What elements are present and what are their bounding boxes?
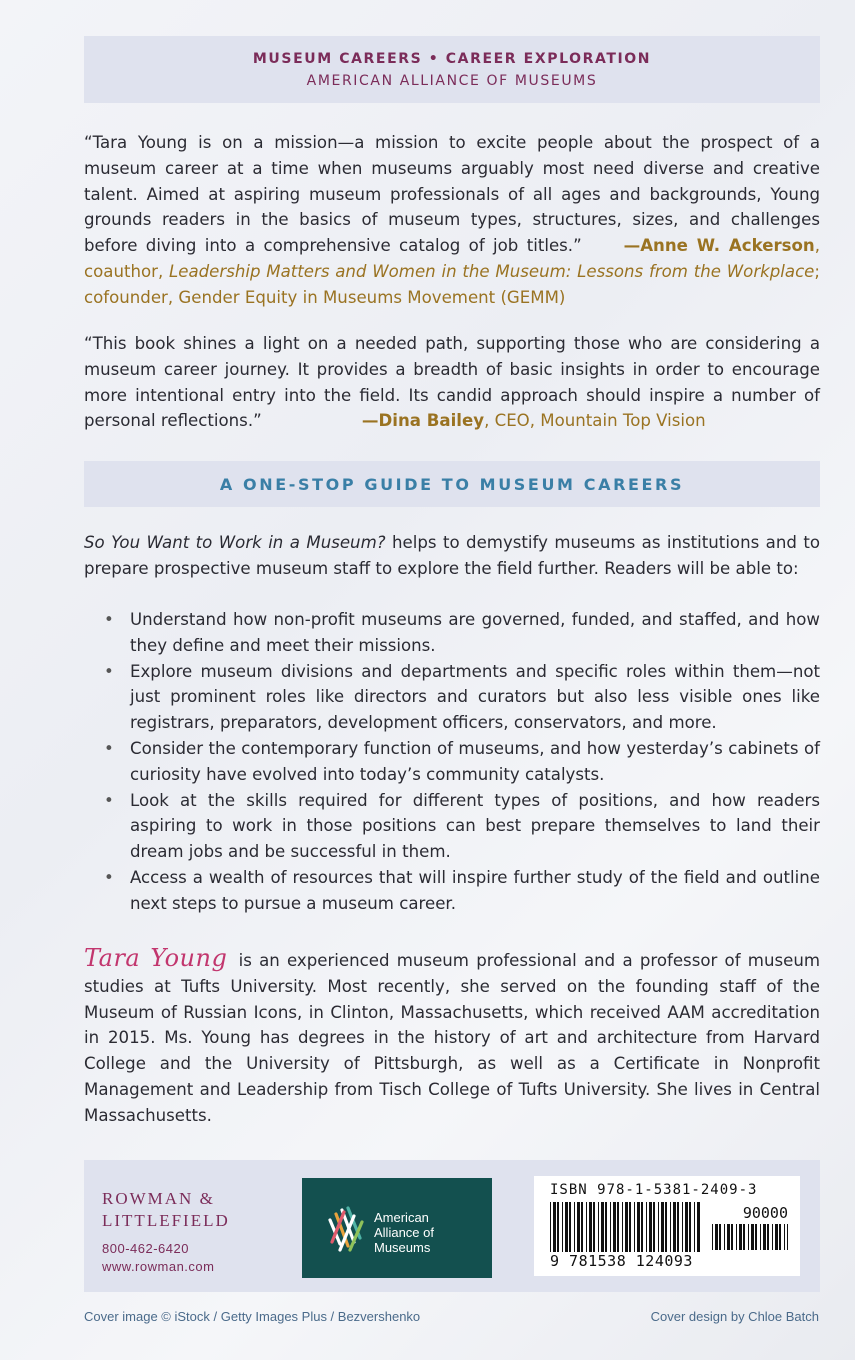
barcode-bar (553, 1202, 556, 1252)
barcode-bar (763, 1224, 766, 1250)
back-cover-footer (84, 1160, 820, 1292)
quote-1-author: —Anne W. Ackerson (623, 236, 815, 256)
barcode-bar (719, 1224, 721, 1250)
barcode-digits: 9 781538 124093 (550, 1252, 693, 1270)
barcode-bar (629, 1202, 631, 1252)
barcode-bar (577, 1202, 580, 1252)
aam-logo-icon (326, 1200, 366, 1256)
barcode-bar (694, 1202, 695, 1252)
quote-1-role-prefix: , coauthor, (84, 236, 821, 281)
barcode-bar (605, 1202, 607, 1252)
barcode-bar (641, 1202, 643, 1252)
endorsement-quote-2 (84, 331, 820, 434)
barcode-bar (739, 1224, 742, 1250)
bio-text: is an experienced museum professional and a professor of museum studies at Tufts University. Most recently, she served on the founding staff of the Museum of Russian Icons, in Clinton, Massachusetts, which received AAM accreditation in 2015. Ms. Young has degrees in the history of art and architecture from Harvard College and the University of Pittsburgh, as well as a Certificate in Nonprofit Management and Leadership from Tisch College of Tufts University. She lives in Central Massachusetts. (84, 951, 821, 1125)
barcode-bar (787, 1224, 788, 1250)
publisher-block (102, 1188, 230, 1276)
barcode-bar (751, 1224, 754, 1250)
intro-book-title: So You Want to Work in a Museum? (84, 533, 386, 552)
barcode-bar (661, 1202, 664, 1252)
barcode-bar (625, 1202, 628, 1252)
barcode-bar (712, 1224, 713, 1250)
price-code: 90000 (742, 1204, 788, 1222)
barcode-bar (593, 1202, 595, 1252)
author-signature: Tara Young (84, 944, 228, 972)
quote-2-text: “This book shines a light on a needed path, supporting those who are considering a museum career journey. It provides a breadth of basic insights in order to encourage more intentional entry into the field. Its candid approach should inspire a number of personal reflections.” (84, 334, 820, 431)
barcode-bar (550, 1202, 551, 1252)
barcode-bar (772, 1224, 773, 1250)
quote-1-role-suffix: ; cofounder, Gender Equity in Museums Movement (GEMM) (84, 261, 820, 307)
barcode-bar (653, 1202, 655, 1252)
isbn-barcode (534, 1176, 800, 1276)
barcode-bar (646, 1202, 647, 1252)
barcode-bar (784, 1224, 785, 1250)
barcode-bars (550, 1202, 700, 1252)
list-item: • Explore museum divisions and departments and specific roles within them—not just prominent roles like directors and curators but also less visible ones like registrars, preparators, development officers, conservators, and more. (104, 661, 820, 733)
author-bio (84, 946, 820, 1129)
barcode-bar (649, 1202, 652, 1252)
barcode-bar (574, 1202, 575, 1252)
barcode-bar (743, 1224, 745, 1250)
quote-1-book-title: Leadership Matters and Women in the Museum: Lessons from the Workplace (169, 261, 815, 281)
series-header-band (84, 36, 820, 103)
barcode-bar (775, 1224, 778, 1250)
barcode-bar (610, 1202, 611, 1252)
barcode-bar (565, 1202, 568, 1252)
barcode-bar (670, 1202, 671, 1252)
list-item: • Understand how non-profit museums are governed, funded, and staffed, and how they define and meet their missions. (104, 610, 820, 655)
barcode-bar (779, 1224, 781, 1250)
barcode-bar (634, 1202, 635, 1252)
barcode-bar (658, 1202, 659, 1252)
barcode-bar (682, 1202, 683, 1252)
barcode-bar (562, 1202, 563, 1252)
cover-image-credit: Cover image © iStock / Getty Images Plus / Bezvershenko (84, 1309, 421, 1324)
barcode-bar (755, 1224, 757, 1250)
feature-list (84, 607, 820, 917)
barcode-bar (697, 1202, 700, 1252)
aam-line3: Museums (374, 1240, 431, 1255)
barcode-bar (586, 1202, 587, 1252)
barcode-bar (727, 1224, 730, 1250)
barcode-bar (665, 1202, 667, 1252)
aam-line1: American (374, 1210, 429, 1225)
series-line: MUSEUM CAREERS • CAREER EXPLORATION (252, 51, 652, 67)
list-item: • Consider the contemporary function of museums, and how yesterday’s cabinets of curiosity have evolved into today’s community catalysts. (104, 738, 820, 784)
barcode-bar (724, 1224, 725, 1250)
barcode-bar (569, 1202, 571, 1252)
barcode-bar (557, 1202, 559, 1252)
barcode-bar (689, 1202, 691, 1252)
aam-line2: Alliance of (374, 1225, 434, 1240)
list-item: • Look at the skills required for different types of positions, and how readers aspiring to work in those positions can best prepare themselves to land their dream jobs and be successful in them. (104, 790, 820, 862)
list-item: • Access a wealth of resources that will inspire further study of the field and outline next steps to pursue a museum career. (104, 867, 820, 913)
quote-2-role: , CEO, Mountain Top Vision (484, 411, 706, 431)
endorsement-quote-1 (84, 130, 820, 311)
publisher-name-line2: LITTLEFIELD (102, 1211, 230, 1230)
cover-design-credit: Cover design by Chloe Batch (650, 1309, 819, 1324)
barcode-bar (767, 1224, 769, 1250)
barcode-bar (598, 1202, 599, 1252)
publisher-website: www.rowman.com (102, 1259, 215, 1274)
publisher-name-line1: ROWMAN & (102, 1189, 215, 1208)
isbn-text: ISBN 978-1-5381-2409-3 (550, 1182, 758, 1198)
publisher-phone: 800-462-6420 (102, 1241, 189, 1256)
barcode-bar (731, 1224, 733, 1250)
barcode-bar (601, 1202, 604, 1252)
barcode-bar (637, 1202, 640, 1252)
quote-2-author: —Dina Bailey (361, 411, 485, 431)
barcode-bar (685, 1202, 688, 1252)
price-barcode-bars (712, 1224, 788, 1250)
intro-text: helps to demystify museums as institutions and to prepare prospective museum staff to explore the field further. Readers will be able to: (84, 533, 820, 578)
quote-1-text: “Tara Young is on a mission—a mission to excite people about the prospect of a museum career at a time when museums arguably most need diverse and creative talent. Aimed at aspiring museum professionals of all ages and backgrounds, Young grounds readers in the basics of museum types, structures, sizes, and challenges before diving into a comprehensive catalog of job titles.” (84, 133, 820, 256)
barcode-bar (677, 1202, 679, 1252)
book-intro (84, 530, 820, 582)
barcode-bar (715, 1224, 718, 1250)
barcode-bar (589, 1202, 592, 1252)
barcode-bar (581, 1202, 583, 1252)
section-heading-band (84, 461, 820, 507)
section-heading: A ONE-STOP GUIDE TO MUSEUM CAREERS (219, 475, 685, 494)
barcode-bar (760, 1224, 761, 1250)
aam-logo (302, 1178, 492, 1278)
barcode-bar (613, 1202, 616, 1252)
barcode-bar (736, 1224, 737, 1250)
barcode-bar (673, 1202, 676, 1252)
barcode-bar (748, 1224, 749, 1250)
barcode-bar (622, 1202, 623, 1252)
barcode-bar (617, 1202, 619, 1252)
publisher-partner-line: AMERICAN ALLIANCE OF MUSEUMS (306, 73, 598, 89)
